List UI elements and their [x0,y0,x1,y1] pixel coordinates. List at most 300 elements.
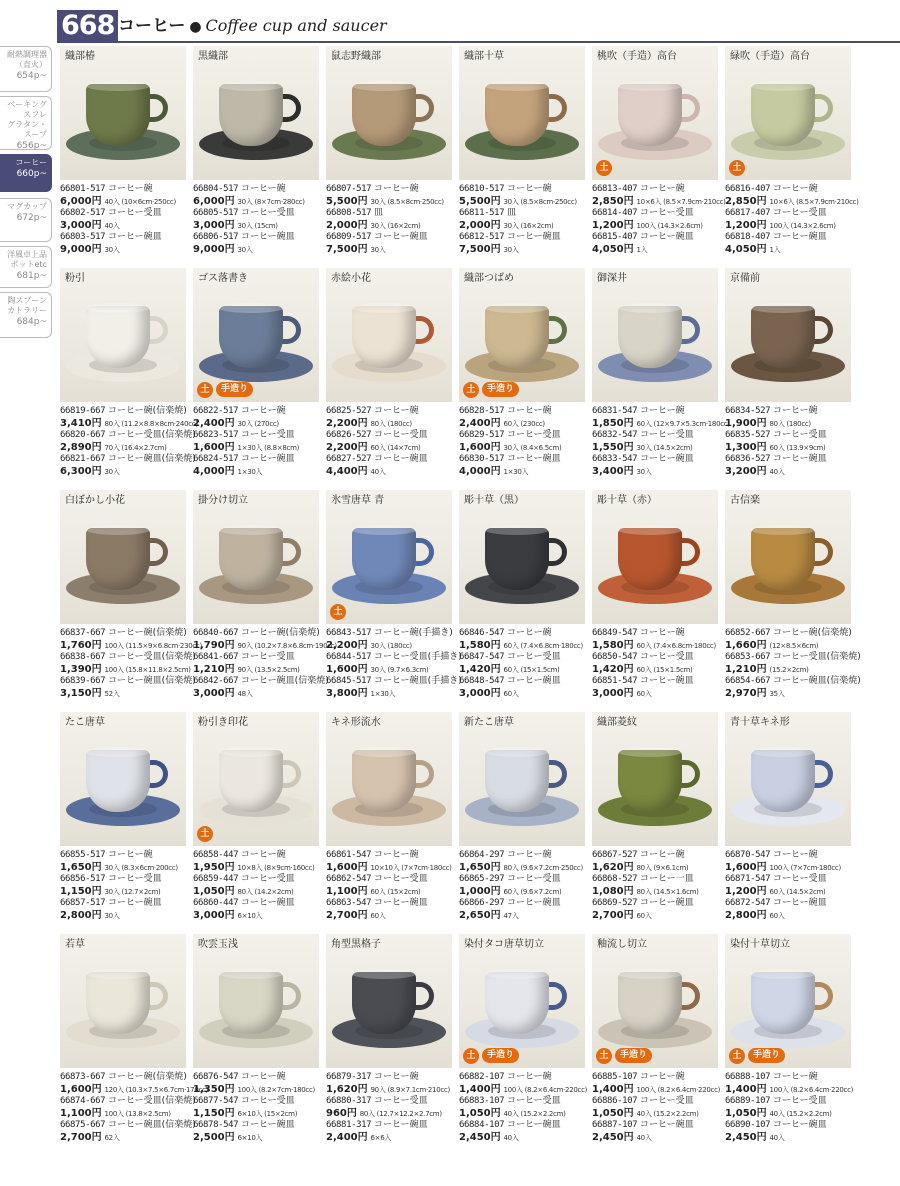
item-price: 7,500円 [326,243,368,255]
item-price: 1,150円 [193,1107,235,1119]
item-code: 66849-547 [592,628,638,638]
product-photo [60,934,186,1068]
item-code-row [60,208,190,220]
product-name: 吹雲玉浅 [198,939,238,950]
product-name: 赤絵小花 [331,273,371,284]
item-code: 66879-317 [326,1072,372,1082]
item-price-row [193,244,323,257]
cup-shape [352,306,416,368]
item-code: 66860-447 [193,898,239,908]
item-code: 66869-527 [592,898,638,908]
item-pack-size: 30入 (180cc) [370,641,412,650]
item-price: 2,850円 [592,195,634,207]
item-type: コーヒー碗皿 [773,232,827,242]
product-spec-list [459,406,589,478]
item-pack-size: 80入 (14.5×1.6cm) [636,887,699,896]
clay-badge-icon: 土 [463,382,479,398]
item-type: コーヒー碗 [507,184,552,194]
item-type: コーヒー受皿(信楽焼) [773,652,861,662]
item-price-row [459,640,589,653]
item-pack-size: 10×8入 (8×9cm·160cc) [237,863,315,872]
product-spec-list [193,406,323,478]
item-price-row [326,862,456,875]
item-price: 2,200円 [326,639,368,651]
item-code-row [592,898,722,910]
item-code: 66850-547 [592,652,638,662]
product-badges [596,1045,652,1064]
product-card [193,46,319,268]
cup-shape [352,528,416,590]
product-spec-list [60,628,202,700]
item-price: 1,050円 [193,885,235,897]
product-spec-list [725,406,855,478]
item-price-row [459,664,589,677]
item-price: 1,600円 [459,441,501,453]
cup-shape [86,306,150,368]
item-type: コーヒー一皿 [640,874,694,884]
item-type: コーヒー碗 [108,184,153,194]
product-spec-list [60,1072,208,1144]
product-photo [592,46,718,180]
item-price-row [326,910,456,923]
item-code-row [60,1096,196,1108]
product-name: 緑吹（手造）高台 [730,51,810,62]
item-code-row [60,232,190,244]
item-price-row [193,862,323,875]
product-card [326,268,452,490]
item-pack-size: 40入 [370,467,386,476]
item-price: 1,350円 [193,1083,235,1095]
item-price-row [592,1132,722,1145]
item-pack-size: 30入 (16×2cm) [503,221,554,230]
item-code: 66873-667 [60,1072,106,1082]
item-code-row [60,1072,190,1084]
item-code-row [725,676,861,688]
item-code-row [193,454,323,466]
item-price-row [60,862,190,875]
item-code: 66840-667 [193,628,239,638]
item-pack-size: 30入 [237,245,253,254]
item-type: コーヒー碗 [241,1072,286,1082]
sidebar-tab[interactable] [0,246,52,288]
product-spec-list [459,850,589,922]
item-price: 1,900円 [725,417,767,429]
item-pack-size: 60入 (15×2cm) [370,887,421,896]
item-code-row [725,454,855,466]
item-code: 66833-547 [592,454,638,464]
cup-shape [751,972,815,1034]
item-pack-size: 40入 [769,467,785,476]
item-pack-size: 40入 (15.2×2.2cm) [636,1109,699,1118]
item-code-row [459,184,589,196]
product-name: 染付十草切立 [730,939,790,950]
header-divider [57,41,900,43]
item-pack-size: 60入 (14×7cm) [370,443,421,452]
cup-shape [352,84,416,146]
product-name: 御深井 [597,273,627,284]
item-pack-size: 60入 [636,911,652,920]
item-code: 66846-547 [459,628,505,638]
product-photo [725,268,851,402]
handmade-badge: 手造り [482,1048,519,1063]
product-card [326,490,462,712]
product-name: 古信楽 [730,495,760,506]
item-code: 66864-297 [459,850,505,860]
product-badges [463,1045,519,1064]
product-card [592,490,718,712]
sidebar-tab[interactable] [0,154,52,192]
item-price-row [326,664,456,677]
item-price: 1,300円 [725,441,767,453]
product-name: 織部十草 [464,51,504,62]
item-pack-size: 1×30入 [503,467,529,476]
item-code-row [725,406,855,418]
item-pack-size: 80入 (11.2×8.8×8cm·240cc) [104,419,198,428]
item-pack-size: 1×30入 (8.8×8cm) [237,443,300,452]
product-spec-list [326,406,456,478]
cup-shape [219,306,283,368]
item-code-row [60,652,196,664]
item-price-row [725,244,855,257]
item-type: コーヒー碗皿 [507,232,561,242]
item-type: コーヒー碗 [507,850,552,860]
item-type: コーヒー受皿 [640,430,694,440]
item-code-row [193,874,323,886]
item-price-row [459,196,589,209]
item-code-row [60,850,190,862]
item-code: 66862-547 [326,874,372,884]
item-code-row [459,208,589,220]
item-code-row [60,628,190,640]
item-code: 66866-297 [459,898,505,908]
sidebar-tab[interactable] [0,46,52,92]
product-card [60,46,186,268]
item-price: 3,000円 [193,219,235,231]
item-code-row [459,898,589,910]
item-type: コーヒー碗 [241,850,286,860]
item-code: 66816-407 [725,184,771,194]
item-type: コーヒー碗皿 [773,898,827,908]
cup-shape [618,84,682,146]
product-name: 彫十草（黒） [464,495,524,506]
product-badges [729,1045,785,1064]
item-price-row [193,1132,323,1145]
item-type: コーヒー碗皿 [374,1120,428,1130]
item-pack-size: 30入 (16×2cm) [370,221,421,230]
item-price: 2,700円 [326,909,368,921]
product-badges [197,823,213,842]
item-price-row [459,1108,589,1121]
item-code-row [326,406,456,418]
item-pack-size: 60入 (7.4×6.8cm·180cc) [636,641,716,650]
cup-shape [86,84,150,146]
item-price-row [592,886,722,899]
item-code: 66871-547 [725,874,771,884]
item-code: 66885-107 [592,1072,638,1082]
item-price: 1,150円 [60,885,102,897]
item-pack-size: 40入 [636,1133,652,1142]
item-pack-size: 30入 (12.7×2cm) [104,887,161,896]
item-price: 9,000円 [60,243,102,255]
clay-badge-icon: 土 [729,160,745,176]
item-pack-size: 10×6入 (8.5×7.9cm·210cc) [636,197,726,206]
item-code-row [60,184,190,196]
item-type: コーヒー碗皿 [241,232,295,242]
product-card [326,712,452,934]
item-price: 2,650円 [459,909,501,921]
title-bullet: ● [189,19,202,35]
product-spec-list [326,850,456,922]
cup-shape [86,750,150,812]
item-price: 2,800円 [60,909,102,921]
item-type: コーヒー碗 [640,184,685,194]
item-code-row [326,184,456,196]
item-price-row [725,1084,855,1097]
product-photo [193,712,319,846]
item-price-row [459,862,589,875]
item-pack-size: 30入 [636,467,652,476]
item-code: 66863-547 [326,898,372,908]
item-price: 3,000円 [193,687,235,699]
item-price: 1,600円 [326,663,368,675]
item-pack-size: 30入 [104,467,120,476]
product-photo [459,934,585,1068]
item-code: 66868-527 [592,874,638,884]
item-code: 66889-107 [725,1096,771,1106]
item-code-row [326,874,456,886]
item-code: 66836-527 [725,454,771,464]
item-pack-size: 1×30入 [237,467,263,476]
sidebar-tab-label: コーヒー [15,158,47,167]
item-price: 2,400円 [326,1131,368,1143]
item-code-row [193,898,323,910]
item-price-row [725,195,859,209]
item-code-row [592,430,722,442]
item-code: 66834-527 [725,406,771,416]
item-type: コーヒー碗 [108,850,153,860]
product-card [592,934,721,1156]
product-spec-list [592,850,722,922]
item-type: コーヒー受皿 [108,874,162,884]
item-code: 66877-547 [193,1096,239,1106]
sidebar-tab[interactable] [0,198,52,242]
clay-badge-icon: 土 [596,160,612,176]
product-spec-list [725,628,861,700]
cup-shape [618,972,682,1034]
item-price-row [326,244,456,257]
item-price: 1,420円 [592,663,634,675]
product-spec-list [725,184,859,256]
product-spec-list [326,1072,456,1144]
product-card [193,712,319,934]
item-code-row [193,652,323,664]
product-card [326,46,452,268]
item-type: コーヒー受皿 [773,208,827,218]
item-price: 3,000円 [60,219,102,231]
item-pack-size: 60入 (14.5×2cm) [769,887,826,896]
item-type: コーヒー受皿 [374,1096,428,1106]
item-code-row [592,454,722,466]
product-badges [330,601,346,620]
product-name: 若草 [65,939,85,950]
item-code-row [725,850,855,862]
item-type: 皿 [507,208,517,218]
sidebar-tab-label: ポットetc [10,260,47,269]
item-type: コーヒー受皿 [108,208,162,218]
item-pack-size: 60入 [370,911,386,920]
item-pack-size: 60入 (7.4×6.8cm·180cc) [503,641,583,650]
product-name: 織部つばめ [464,273,514,284]
clay-badge-icon: 土 [729,1048,745,1064]
product-card [193,490,337,712]
item-code: 66875-667 [60,1120,106,1130]
item-code-row [725,232,855,244]
item-pack-size: 48入 [237,689,253,698]
handmade-badge: 手造り [748,1048,785,1063]
cup-shape [352,750,416,812]
item-price-row [725,220,855,233]
product-spec-list [459,628,589,700]
sidebar-tab[interactable] [0,292,52,338]
item-price-row [725,886,855,899]
item-code-row [193,850,323,862]
cup-shape [618,528,682,590]
item-pack-size: 100入 (13.8×2.5cm) [104,1109,171,1118]
item-pack-size: 40入 (10×6cm·250cc) [104,197,176,206]
item-price: 4,000円 [459,465,501,477]
product-spec-list [193,628,337,700]
item-code-row [592,1120,722,1132]
item-code: 66883-107 [459,1096,505,1106]
item-price-row [193,1108,323,1121]
item-type: コーヒー碗 [640,406,685,416]
item-pack-size: 100入 (14.3×2.6cm) [636,221,703,230]
item-code: 66820-667 [60,430,106,440]
item-pack-size: 90入 (13.5×2.5cm) [237,665,300,674]
item-pack-size: 60入 [503,689,519,698]
product-name: 染付タコ唐草切立 [464,939,544,950]
item-code: 66801-517 [60,184,106,194]
item-code: 66824-517 [193,454,239,464]
cup-shape [751,750,815,812]
product-photo [592,268,718,402]
item-price-row [459,244,589,257]
item-code-row [725,1072,855,1084]
item-code: 66859-447 [193,874,239,884]
item-price: 1,580円 [459,639,501,651]
product-photo [193,46,319,180]
product-name: 青十草キネ形 [730,717,790,728]
item-price-row [326,1132,456,1145]
item-type: コーヒー碗 [241,406,286,416]
item-price: 3,000円 [592,687,634,699]
item-price-row [193,196,323,209]
item-price-row [60,196,190,209]
item-code: 66830-517 [459,454,505,464]
item-pack-size: (15.2×2cm) [769,665,809,674]
item-price-row [193,466,323,479]
item-pack-size: 30入 (8.5×8cm·250cc) [503,197,577,206]
item-pack-size: 30入 [503,245,519,254]
item-price: 3,400円 [592,465,634,477]
item-price: 3,000円 [193,909,235,921]
item-code-row [725,430,855,442]
product-card [725,490,861,712]
item-pack-size: 40入 [769,1133,785,1142]
item-price-row [459,466,589,479]
sidebar-tab-label: カトラリー [7,306,47,315]
item-pack-size: 60入 [636,689,652,698]
item-pack-size: 30入 (14.5×2cm) [636,443,693,452]
item-code-row [60,1120,196,1132]
item-price-row [592,640,722,653]
product-photo [193,934,319,1068]
product-card [60,268,198,490]
item-price-row [60,639,202,653]
item-code: 66854-667 [725,676,771,686]
item-type: コーヒー碗皿 [507,676,561,686]
item-code: 66858-447 [193,850,239,860]
item-code-row [60,676,196,688]
item-code: 66827-527 [326,454,372,464]
item-price-row [326,466,456,479]
item-price-row [725,442,855,455]
clay-badge-icon: 土 [596,1048,612,1064]
item-type: コーヒー碗 [640,628,685,638]
product-name: 鼠志野織部 [331,51,381,62]
item-type: コーヒー碗皿 [108,898,162,908]
item-price-row [459,1084,589,1097]
item-price: 1,760円 [60,639,102,651]
item-pack-size: 90入 (8.9×7.1cm·210cc) [370,1085,450,1094]
item-type: コーヒー碗皿 [640,454,694,464]
item-price: 2,450円 [592,1131,634,1143]
item-code-row [326,232,456,244]
item-price-row [459,910,589,923]
item-type: コーヒー碗(信楽焼) [108,406,187,416]
item-price-row [725,640,855,653]
item-type: コーヒー受皿 [507,1096,561,1106]
sidebar-tab-page: 660p~ [16,169,47,179]
item-price: 4,400円 [326,465,368,477]
title-jp: コーヒー [118,16,186,36]
item-price: 2,500円 [193,1131,235,1143]
item-price-row [459,688,589,701]
product-name: 粉引 [65,273,85,284]
sidebar-tab[interactable] [0,96,52,150]
item-price: 3,000円 [459,687,501,699]
item-code: 66818-407 [725,232,771,242]
item-pack-size: 62入 [104,1133,120,1142]
item-pack-size: 80入 (14.2×2cm) [237,887,294,896]
item-pack-size: 47入 [503,911,519,920]
item-price-row [592,862,722,875]
item-price-row [725,862,855,875]
product-photo [60,490,186,624]
item-price-row [193,442,323,455]
item-price-row [592,417,730,431]
item-price: 2,700円 [592,909,634,921]
item-price-row [193,1084,323,1097]
item-code: 66829-517 [459,430,505,440]
item-code-row [725,628,855,640]
item-pack-size: 1×30入 [370,689,396,698]
item-type: コーヒー碗皿 [241,898,295,908]
item-code: 66822-517 [193,406,239,416]
item-code: 66802-517 [60,208,106,218]
item-price: 2,970円 [725,687,767,699]
item-code: 66809-517 [326,232,372,242]
